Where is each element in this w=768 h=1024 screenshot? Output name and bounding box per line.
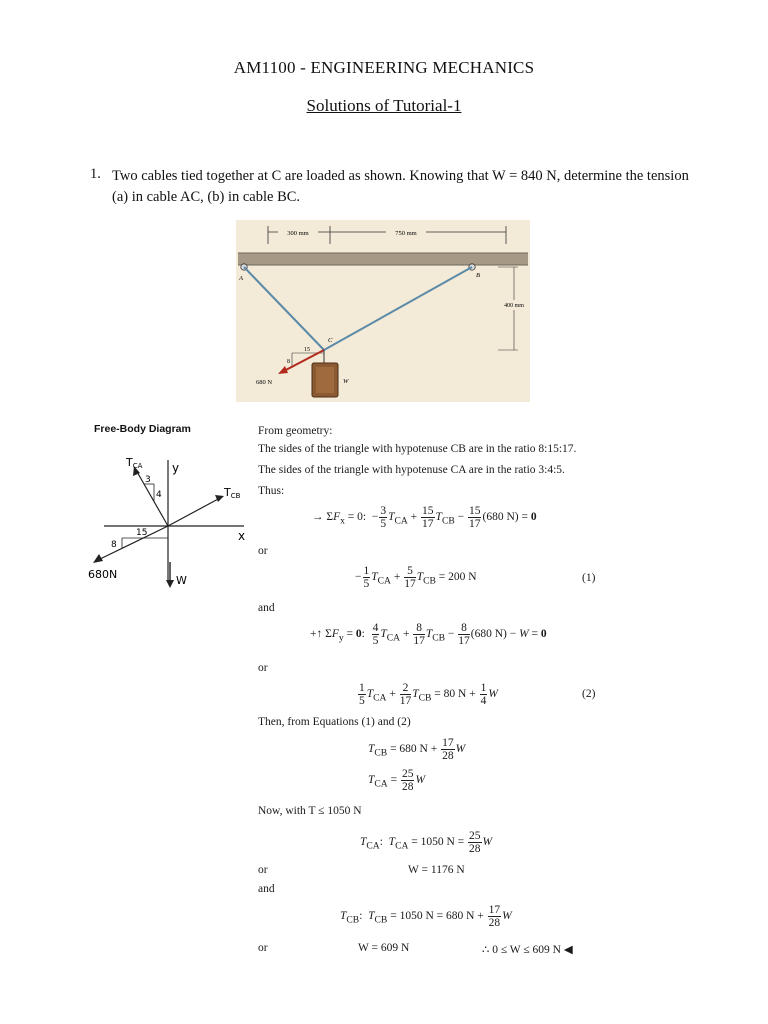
fbd-heading: Free-Body Diagram (94, 423, 191, 435)
svg-text:W: W (343, 378, 349, 385)
dim-400: 400 mm (504, 303, 524, 309)
now-text: Now, with T ≤ 1050 N (258, 805, 362, 817)
free-body-diagram (84, 440, 254, 605)
equation-tcb: $T_{CB} = 680$ N + $\frac{17}{28}$ W (368, 737, 466, 762)
problem-number: 1. (90, 166, 101, 182)
t-cb-arrow (168, 498, 220, 526)
or-text-2: or (258, 662, 268, 674)
final-answer: ∴ 0 ≤ W ≤ 609 N ◀ (482, 944, 573, 956)
dim-300: 300 mm (287, 230, 309, 237)
equation-2-label: (2) (582, 688, 596, 700)
svg-text:8: 8 (111, 540, 117, 550)
and-text-2: and (258, 883, 275, 895)
svg-text:A: A (239, 275, 243, 282)
then-text: Then, from Equations (1) and (2) (258, 716, 411, 728)
or-text-4: or (258, 942, 268, 954)
or-text-3: or (258, 864, 268, 876)
equation-1: − $\frac{1}{5}$ $T_{CA}$ + $\frac{5}{17}$ $T_{CB} = 200$ N (355, 565, 477, 590)
from-geometry: From geometry: (258, 425, 333, 437)
svg-text:B: B (476, 272, 480, 279)
equation-1-label: (1) (582, 572, 596, 584)
t-ca-arrow (136, 470, 168, 526)
equation-tca: $T_{CA}$ = $\frac{25}{28}$ W (368, 768, 426, 793)
problem-statement: Two cables tied together at C are loaded as shown. Knowing that W = 840 N, determine the tension (a) in cable AC, (b) in cable BC. (112, 168, 689, 205)
geometry-line-ca: The sides of the triangle with hypotenuse CA are in the ratio 3:4:5. (258, 464, 565, 476)
equation-tcb-limit: $T_{CB}$: $T_{CB} = 1050$ N = 680 N + $\frac{17}{28}$ W (340, 904, 512, 929)
force-680-arrow (98, 526, 168, 560)
svg-text:y: y (172, 461, 180, 475)
and-text: and (258, 602, 275, 614)
thus-label: Thus: (258, 485, 285, 497)
geometry-line-cb: The sides of the triangle with hypotenuse CB are in the ratio 8:15:17. (258, 443, 577, 455)
or-text: or (258, 545, 268, 557)
force-label: 680 N (256, 379, 273, 386)
page-subtitle: Solutions of Tutorial-1 (306, 96, 462, 115)
svg-text:C: C (328, 337, 333, 344)
equation-tca-limit: $T_{CA}$: $T_{CA} = 1050$ N = $\frac{25}{28}$ W (360, 830, 493, 855)
cable-figure (236, 220, 530, 402)
svg-text:x: x (238, 529, 246, 543)
equation-sum-fx: → $\Sigma F_x = 0$: − $\frac{3}{5}$ $T_{CA}$ + $\frac{15}{17}$ $T_{CB}$ − $\frac{15}{17}$ (680 N) = 0 (312, 505, 537, 530)
t-ca-label: TCA (126, 456, 143, 470)
svg-text:15: 15 (304, 347, 310, 353)
equation-sum-fy: +↑ $\Sigma F_y = 0$: $\frac{4}{5}$ $T_{CA}$ + $\frac{8}{17}$ $T_{CB}$ − $\frac{8}{17}$ (680 N) − W = 0 (310, 622, 547, 647)
svg-text:4: 4 (156, 490, 162, 500)
svg-text:3: 3 (145, 475, 151, 485)
dim-750: 750 mm (395, 230, 417, 237)
svg-text:W: W (176, 574, 187, 587)
course-title: AM1100 - ENGINEERING MECHANICS (233, 58, 535, 77)
result-w1: W = 1176 N (408, 864, 465, 876)
ceiling-beam (238, 253, 528, 265)
svg-text:15: 15 (136, 528, 148, 538)
figure-background (236, 220, 530, 402)
result-w2: W = 609 N (358, 942, 410, 954)
t-cb-label: TCB (224, 486, 241, 500)
equation-2: $\frac{1}{5}$ $T_{CA}$ + $\frac{2}{17}$ $T_{CB} = 80$ N + $\frac{1}{4}$ W (359, 682, 498, 707)
svg-text:8: 8 (287, 359, 290, 365)
force-680-label: 680N (88, 568, 118, 581)
